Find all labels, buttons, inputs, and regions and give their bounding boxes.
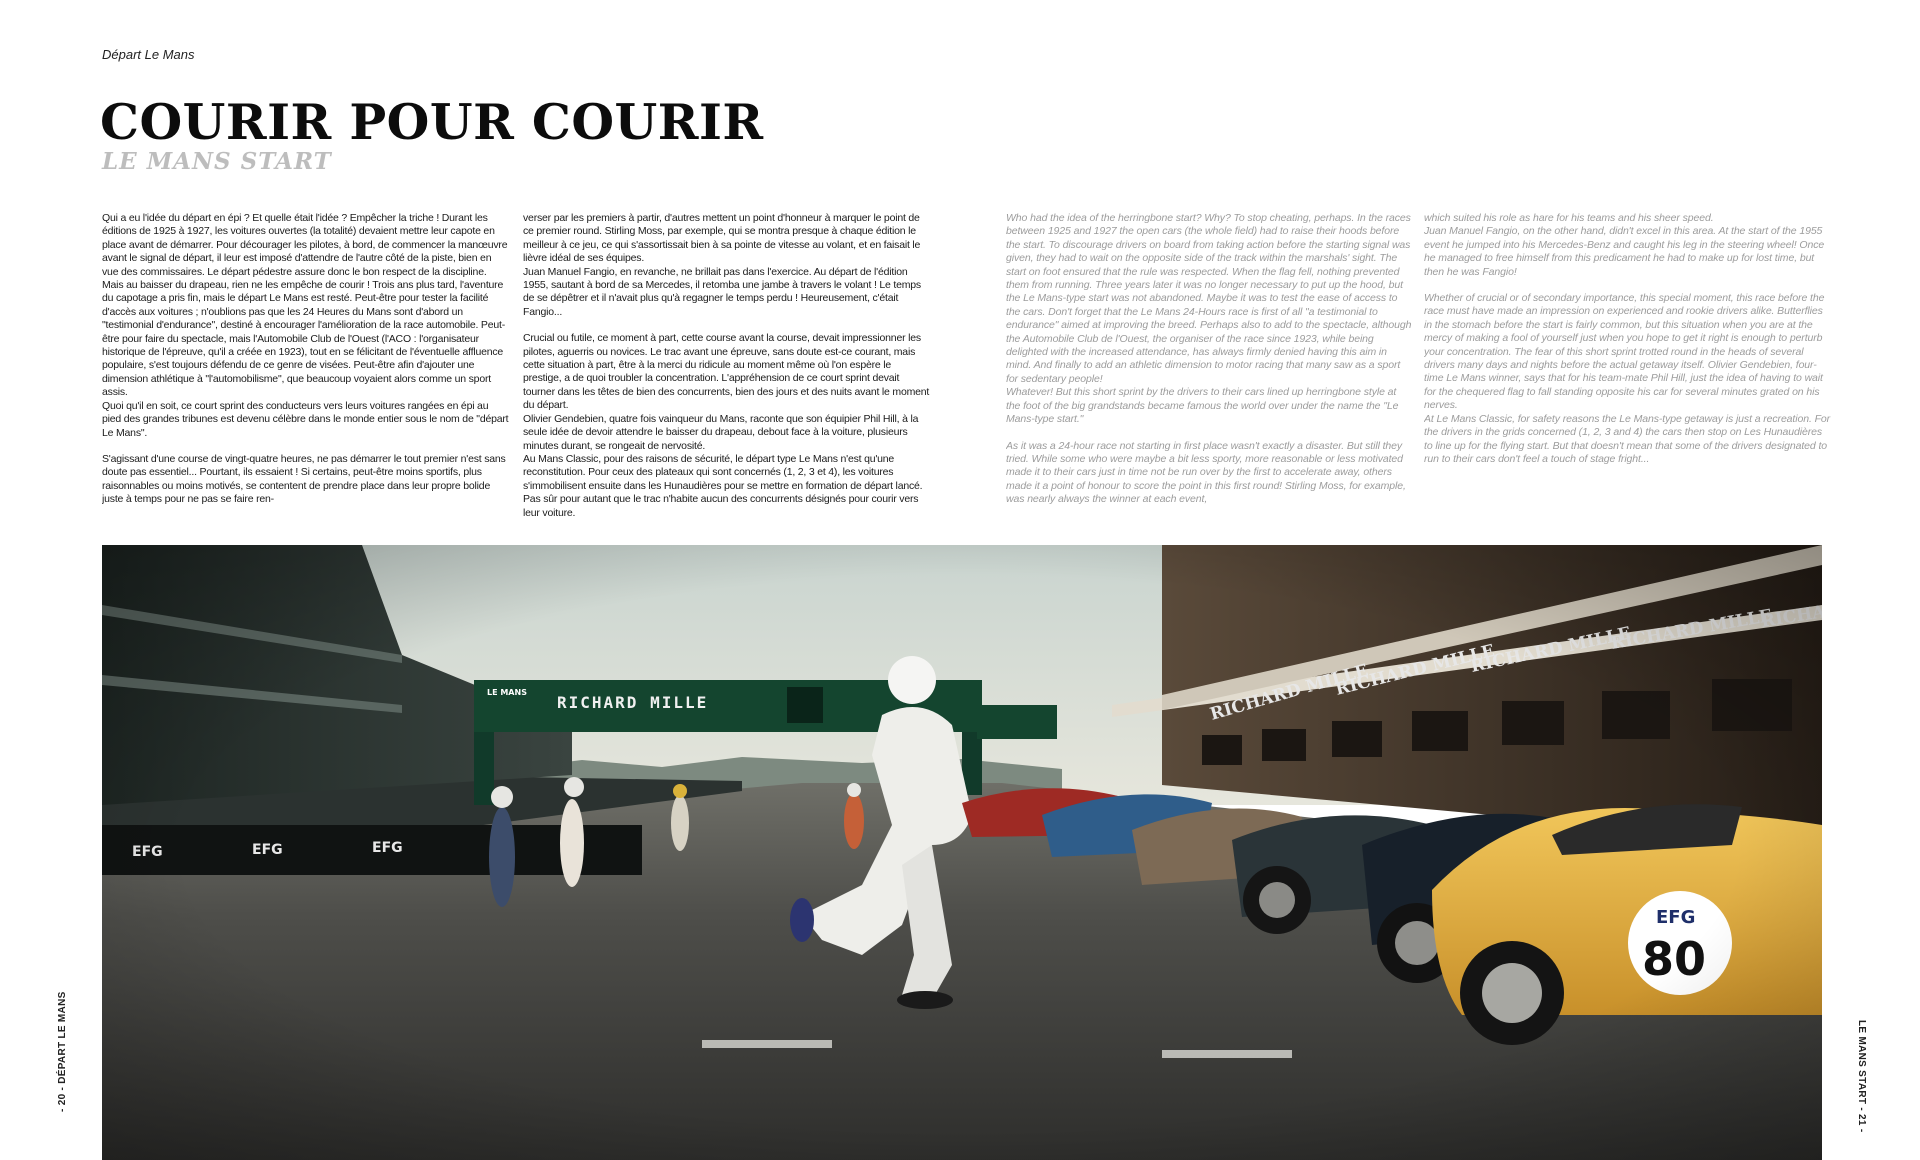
race-start-photo [102, 545, 1822, 1160]
paragraph: verser par les premiers à partir, d'autres mettent un point d'honneur à marquer le point de ce premier round. Stirling Moss, par exemple, qui se montra presque à chaque édition le meilleur à ce jeu, ce qui s'assortissait bien à sa pointe de vitesse au volant, et en faisait le lièvre idéal de ses équipes. [523, 212, 921, 265]
text-column-en-1 [1006, 212, 1413, 530]
paragraph: Au Mans Classic, pour des raisons de sécurité, le départ type Le Mans n'est qu'une reconstitution. Pour ceux des plateaux qui sont concernés (1, 2, 3 et 4), les voitures s'immobilisent ensuite dans les Hunaudières pour se mettre en formation de départ lancé. Pas sûr pour autant que le trac n'habite aucun des concurrents désignés pour courir vers leur voiture. [523, 452, 923, 519]
text-column-fr-1 [102, 212, 509, 530]
paragraph: Juan Manuel Fangio, on the other hand, didn't excel in this area. At the start of the 1955 event he jumped into his Mercedes-Benz and caught his leg in the steering wheel! Once he managed to free himself from this predicament he had to make up for lost time, but then he was Fangio! [1424, 225, 1825, 278]
paragraph: Whatever! But this short sprint by the drivers to their cars lined up herringbone style at the foot of the big grandstands became famous the world over under the name the "Le Mans-type start." [1006, 386, 1399, 426]
paragraph: Who had the idea of the herringbone start? Why? To stop cheating, perhaps. In the races between 1925 and 1927 the open cars (the whole field) had to raise their hoods before the start. To discourage drivers on board from taking action before the starting signal was given, they had to wait on the opposite side of the track within the marshals' sight. The start on foot ensured that the rule was respected. When the flag fell, nothing prevented them from running. Three years later it was no longer necessary to put up the hood, but the Le Mans-type start was not abandoned. Maybe it was to test the ease of access to the cars. Don't forget that the Le Mans 24-Hours race is first of all "a testimonial to endurance" aimed at improving the breed. Perhaps also to add to the spectacle, although the Automobile Club de l'Ouest, the organiser of the race since 1923, while being delighted with the increased attendance, has always firmly denied having this aim in mind. And finally to add an athletic dimension to motor racing that many saw as a sport for sedentary people! [1006, 212, 1412, 385]
paragraph: Olivier Gendebien, quatre fois vainqueur du Mans, raconte que son équipier Phil Hill, à la seule idée de devoir attendre le baisser du drapeau, debout face à la voiture, plusieurs minutes durant, se rongeait de nervosité. [523, 412, 919, 452]
article-subtitle: LE MANS START [102, 148, 332, 175]
page-folio-right: LE MANS START - 21 - [1856, 1020, 1867, 1133]
page-folio-left: - 20 - DÉPART LE MANS [57, 991, 68, 1112]
paragraph: Whether of crucial or of secondary importance, this special moment, this race before the race must have made an impression on experienced and rookie drivers alike. Butterflies in the stomach before the start is fairly common, but this situation when you are at the mercy of making a fool of yourself just when you hope to get it right is enough to perturb your concentration. The fear of this short sprint trotted round in the heads of several drivers many days and nights before the actual getaway itself. Olivier Gendebien, four-time Le Mans winner, says that for his team-mate Phil Hill, just the idea of having to wait for the chequered flag to fall standing opposite his car for several minutes grated on his nerves. [1424, 292, 1825, 412]
paragraph: Juan Manuel Fangio, en revanche, ne brillait pas dans l'exercice. Au départ de l'édition 1955, sautant à bord de sa Mercedes, il retomba une jambe à travers le volant ! Le temps de se dépêtrer et il n'avait plus qu'à regagner le temps perdu ! Heureusement, c'était Fangio... [523, 265, 921, 318]
paragraph: Crucial ou futile, ce moment à part, cette course avant la course, devait impressionner les pilotes, aguerris ou novices. Le trac avant une épreuve, sans doute est-ce courant, mais cette situation à part, être à la merci du ridicule au moment même où l'on espère le prestige, a de quoi troubler la concentration. L'appréhension de ce court sprint devait tourner dans les têtes de bien des concurrents, bien des jours et des nuits avant le moment du départ. [523, 332, 930, 412]
paragraph: As it was a 24-hour race not starting in first place wasn't exactly a disaster. But still they tried. While some who were maybe a bit less sporty, more reasonable or less motivated made it to their cars just in time not be run over by the first to accelerate away, others made it a point of honour to score the point in this first round! Stirling Moss, for example, was nearly always the winner at each event, [1006, 439, 1406, 506]
paragraph: Qui a eu l'idée du départ en épi ? Et quelle était l'idée ? Empêcher la triche ! Durant les éditions de 1925 à 1927, les voitures ouvertes (la totalité) devaient mettre leur capote en place avant de démarrer. Pour décourager les pilotes, à bord, de commencer la manœuvre avant le signal de départ, il leur est imposé d'attendre de l'autre côté de la piste, bien en vue des commissaires. Le départ pédestre assure donc le bon respect de la discipline. Mais au baisser du drapeau, rien ne les empêche de courir ! Trois ans plus tard, l'aventure du capotage a pris fin, mais le départ Le Mans est resté. Peut-être pour tester la facilité d'accès aux voitures ; n'oublions pas que les 24 Heures du Mans sont d'abord un "testimonial d'endurance", destiné à encourager l'amélioration de la race automobile. Peut-être pour faire du spectacle, mais l'Automobile Club de l'Ouest (l'ACO : l'organisateur historique de l'épreuve, qu'il a créée en 1923), tout en se félicitant de l'éventuelle affluence populaire, s'est toujours défendu de ce genre de visées. Peut-être afin d'ajouter une dimension athlétique à "l'automobilisme", que beaucoup voyaient alors comme un sport assis. [102, 212, 508, 399]
paragraph: At Le Mans Classic, for safety reasons the Le Mans-type getaway is just a recreation. For the drivers in the grids concerned (1, 2, 3 and 4) the cars then stop on Les Hunaudières to line up for the flying start. But that doesn't mean that some of the drivers designated to run to their cars don't feel a touch of stage fright... [1424, 412, 1831, 465]
text-column-fr-2 [523, 212, 930, 530]
paragraph: which suited his role as hare for his teams and his sheer speed. [1424, 212, 1714, 224]
text-column-en-2 [1424, 212, 1831, 530]
paragraph: S'agissant d'une course de vingt-quatre heures, ne pas démarrer le tout premier n'est sans doute pas essentiel... Pourtant, ils essaient ! Si certains, peut-être moins sportifs, plus raisonnables ou moins motivés, se contentent de prendre place dans leur propre bolide juste à temps pour ne pas se faire ren- [102, 452, 506, 506]
section-kicker: Départ Le Mans [102, 47, 195, 62]
article-title: COURIR POUR COURIR [100, 93, 764, 151]
paragraph: Quoi qu'il en soit, ce court sprint des conducteurs vers leurs voitures rangées en épi au pied des grandes tribunes est devenu célèbre dans le monde entier sous le nom de "départ Le Mans". [102, 399, 509, 439]
